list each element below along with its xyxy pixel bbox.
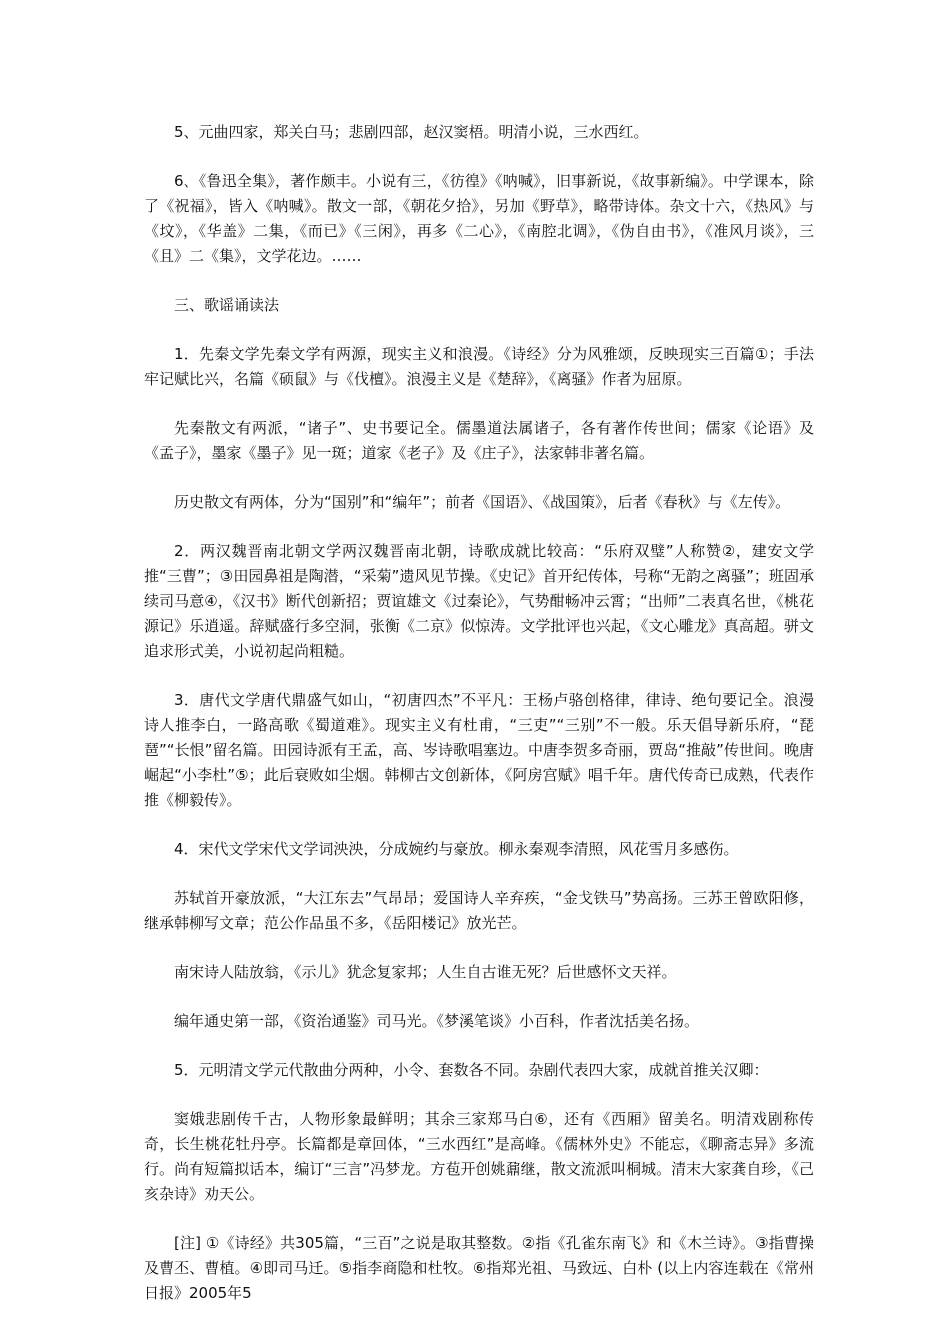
paragraph-song-ci: 4．宋代文学宋代文学词泱泱，分成婉约与豪放。柳永秦观李清照，风花雪月多感伤。	[174, 840, 739, 858]
footnote-annotations: [注] ①《诗经》共305篇，“三百”之说是取其整数。②指《孔雀东南飞》和《木兰诗》。③指曹操及曹丕、曹植。④即司马迁。⑤指李商隐和杜牧。⑥指郑光祖、马致远、白朴 (以上内容连载在《常州日报》2005年5	[144, 1234, 814, 1302]
paragraph-southern-song-poets: 南宋诗人陆放翁，《示儿》犹念复家邦；人生自古谁无死？后世感怀文天祥。	[174, 963, 677, 981]
paragraph-drama-novels: 窦娥悲剧传千古，人物形象最鲜明；其余三家郑马白⑥，还有《西厢》留美名。明清戏剧称传奇，长生桃花牡丹亭。长篇都是章回体，“三水西红”是高峰。《儒林外史》不能忘，《聊斋志异》多流行。尚有短篇拟话本，编订“三言”冯梦龙。方苞开创姚鼐继，散文流派叫桐城。清末大家龚自珍，《己亥杂诗》劝天公。	[144, 1110, 814, 1203]
paragraph-historical-prose: 历史散文有两体，分为“国别”和“编年”；前者《国语》、《战国策》，后者《春秋》与《左传》。	[174, 493, 791, 511]
paragraph-pre-qin-literature: 1．先秦文学先秦文学有两源，现实主义和浪漫。《诗经》分为风雅颂，反映现实三百篇①；手法牢记赋比兴，名篇《硕鼠》与《伐檀》。浪漫主义是《楚辞》，《离骚》作者为屈原。	[144, 345, 814, 388]
paragraph-tang-literature: 3．唐代文学唐代鼎盛气如山，“初唐四杰”不平凡：王杨卢骆创格律，律诗、绝句要记全。浪漫诗人推李白，一路高歌《蜀道难》。现实主义有杜甫，“三吏”“三别”不一般。乐天倡导新乐府，“琵琶”“长恨”留名篇。田园诗派有王孟，高、岑诗歌唱塞边。中唐李贺多奇丽，贾岛“推敲”传世间。晚唐崛起“小李杜”⑤；此后衰败如尘烟。韩柳古文创新体，《阿房宫赋》唱千年。唐代传奇已成熟，代表作推《柳毅传》。	[144, 691, 815, 809]
paragraph-yuanqu-summary: 5、元曲四家，郑关白马；悲剧四部，赵汉窦梧。明清小说，三水西红。	[174, 123, 649, 141]
paragraph-chronicle-history: 编年通史第一部，《资治通鉴》司马光。《梦溪笔谈》小百科，作者沈括美名扬。	[174, 1012, 700, 1030]
document-body	[144, 120, 814, 1306]
paragraph-haofang-school: 苏轼首开豪放派，“大江东去”气昂昂；爱国诗人辛弃疾，“金戈铁马”势高扬。三苏王曾欧阳修，继承韩柳写文章；范公作品虽不多，《岳阳楼记》放光芒。	[144, 889, 814, 932]
paragraph-yuan-ming-qing: 5．元明清文学元代散曲分两种，小令、套数各不同。杂剧代表四大家，成就首推关汉卿：	[174, 1061, 769, 1079]
section-heading-ballad-method: 三、歌谣诵读法	[174, 296, 280, 314]
paragraph-han-wei-jin: 2．两汉魏晋南北朝文学两汉魏晋南北朝，诗歌成就比较高：“乐府双璧”人称赞②，建安文学推“三曹”；③田园鼻祖是陶潜，“采菊”遗风见节操。《史记》首开纪传体，号称“无韵之离骚”；班固承续司马意④，《汉书》断代创新招；贾谊雄文《过秦论》，气势酣畅冲云霄；“出师”二表真名世，《桃花源记》乐逍遥。辞赋盛行多空洞，张衡《二京》似惊涛。文学批评也兴起，《文心雕龙》真高超。骈文追求形式美，小说初起尚粗糙。	[144, 542, 814, 660]
paragraph-pre-qin-prose: 先秦散文有两派，“诸子”、史书要记全。儒墨道法属诸子，各有著作传世间；儒家《论语》及《孟子》，墨家《墨子》见一斑；道家《老子》及《庄子》，法家韩非著名篇。	[144, 419, 814, 462]
paragraph-luxun-works: 6､《鲁迅全集》，著作颇丰。小说有三，《彷徨》《呐喊》，旧事新说，《故事新编》。中学课本，除了《祝福》，皆入《呐喊》。散文一部，《朝花夕拾》，另加《野草》，略带诗体。杂文十六，《热风》与《坟》，《华盖》二集，《而已》《三闲》，再多《二心》，《南腔北调》，《伪自由书》，《准风月谈》，三《且》二《集》，文学花边。……	[144, 172, 814, 265]
